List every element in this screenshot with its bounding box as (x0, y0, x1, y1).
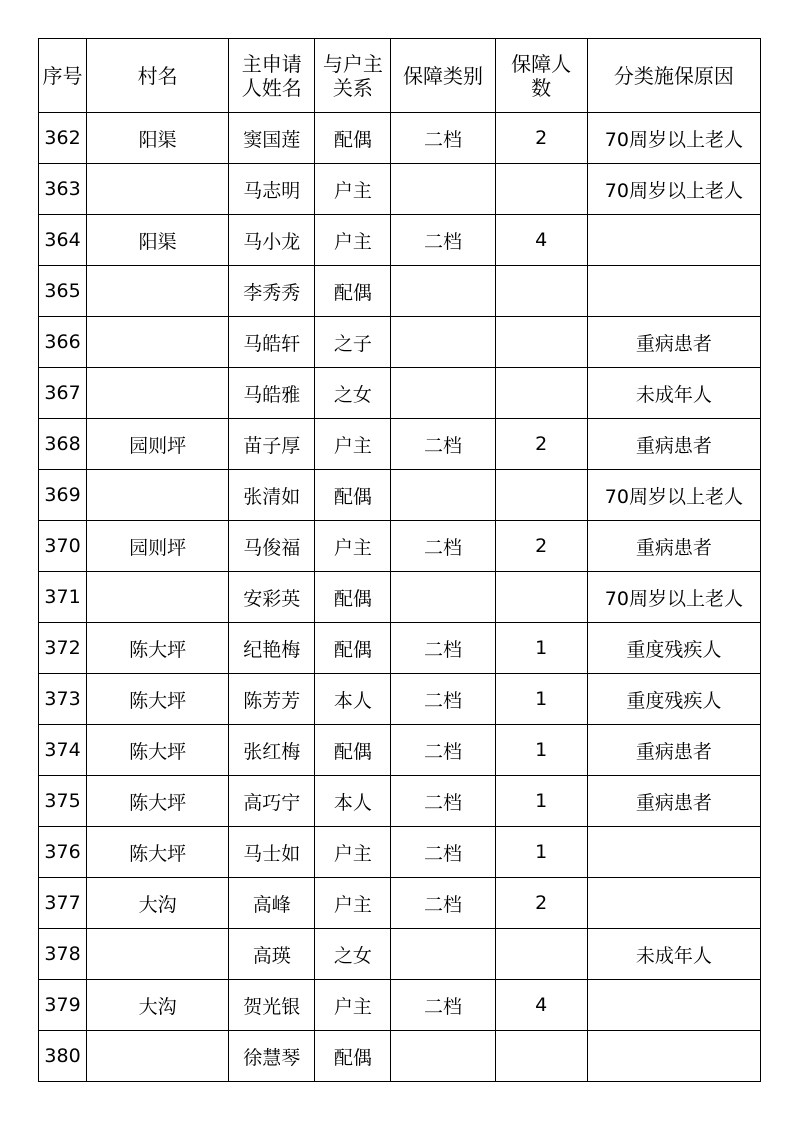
table-row (39, 1031, 761, 1082)
cell-relation: 之女 (315, 929, 391, 980)
table-row (39, 674, 761, 725)
cell-village: 园则坪 (87, 521, 229, 572)
cell-count (495, 317, 587, 368)
cell-name: 高巧宁 (229, 776, 315, 827)
cell-reason: 70周岁以上老人 (587, 113, 760, 164)
cell-relation: 配偶 (315, 725, 391, 776)
cell-type: 二档 (391, 521, 495, 572)
cell-count: 2 (495, 113, 587, 164)
cell-reason: 70周岁以上老人 (587, 572, 760, 623)
cell-village (87, 266, 229, 317)
cell-type: 二档 (391, 827, 495, 878)
cell-seq: 379 (39, 980, 87, 1031)
cell-reason (587, 1031, 760, 1082)
cell-reason: 重病患者 (587, 776, 760, 827)
table-row (39, 419, 761, 470)
cell-type: 二档 (391, 776, 495, 827)
cell-reason: 重病患者 (587, 317, 760, 368)
cell-count: 1 (495, 674, 587, 725)
cell-count: 1 (495, 776, 587, 827)
cell-seq: 369 (39, 470, 87, 521)
cell-type (391, 1031, 495, 1082)
cell-name: 张红梅 (229, 725, 315, 776)
cell-village (87, 470, 229, 521)
cell-seq: 371 (39, 572, 87, 623)
cell-count (495, 929, 587, 980)
cell-name: 马小龙 (229, 215, 315, 266)
cell-reason: 未成年人 (587, 368, 760, 419)
cell-count: 1 (495, 725, 587, 776)
cell-type: 二档 (391, 113, 495, 164)
cell-reason (587, 878, 760, 929)
cell-village: 阳渠 (87, 215, 229, 266)
cell-reason (587, 980, 760, 1031)
cell-name: 苗子厚 (229, 419, 315, 470)
cell-type: 二档 (391, 215, 495, 266)
cell-seq: 373 (39, 674, 87, 725)
cell-count: 1 (495, 623, 587, 674)
cell-seq: 372 (39, 623, 87, 674)
cell-seq: 380 (39, 1031, 87, 1082)
cell-type: 二档 (391, 980, 495, 1031)
cell-seq: 374 (39, 725, 87, 776)
table-row (39, 164, 761, 215)
cell-village (87, 572, 229, 623)
cell-type (391, 317, 495, 368)
cell-count (495, 572, 587, 623)
cell-seq: 362 (39, 113, 87, 164)
cell-seq: 375 (39, 776, 87, 827)
cell-seq: 367 (39, 368, 87, 419)
cell-count (495, 266, 587, 317)
cell-reason: 70周岁以上老人 (587, 470, 760, 521)
cell-relation: 之子 (315, 317, 391, 368)
table-row (39, 776, 761, 827)
cell-count: 1 (495, 827, 587, 878)
cell-reason: 70周岁以上老人 (587, 164, 760, 215)
cell-name: 陈芳芳 (229, 674, 315, 725)
cell-name: 徐慧琴 (229, 1031, 315, 1082)
cell-seq: 366 (39, 317, 87, 368)
cell-village: 陈大坪 (87, 623, 229, 674)
cell-type (391, 266, 495, 317)
cell-name: 安彩英 (229, 572, 315, 623)
header-type: 保障类别 (391, 39, 495, 113)
cell-relation: 户主 (315, 521, 391, 572)
cell-relation: 户主 (315, 164, 391, 215)
cell-village: 陈大坪 (87, 776, 229, 827)
cell-count: 4 (495, 215, 587, 266)
cell-relation: 本人 (315, 674, 391, 725)
cell-name: 高峰 (229, 878, 315, 929)
cell-reason (587, 266, 760, 317)
cell-relation: 户主 (315, 419, 391, 470)
cell-village (87, 1031, 229, 1082)
table-row (39, 266, 761, 317)
cell-relation: 户主 (315, 827, 391, 878)
cell-seq: 370 (39, 521, 87, 572)
cell-village: 园则坪 (87, 419, 229, 470)
table-row (39, 725, 761, 776)
table-row (39, 521, 761, 572)
cell-reason: 重度残疾人 (587, 623, 760, 674)
cell-type (391, 470, 495, 521)
cell-relation: 配偶 (315, 572, 391, 623)
cell-name: 纪艳梅 (229, 623, 315, 674)
table-row (39, 317, 761, 368)
cell-type: 二档 (391, 623, 495, 674)
header-row (39, 39, 761, 113)
cell-relation: 之女 (315, 368, 391, 419)
cell-name: 马士如 (229, 827, 315, 878)
table-row (39, 929, 761, 980)
cell-reason (587, 827, 760, 878)
cell-village: 大沟 (87, 980, 229, 1031)
cell-reason: 重度残疾人 (587, 674, 760, 725)
header-applicant-name: 主申请 人姓名 (229, 39, 315, 113)
cell-type: 二档 (391, 419, 495, 470)
cell-type: 二档 (391, 725, 495, 776)
table-row (39, 470, 761, 521)
cell-relation: 配偶 (315, 470, 391, 521)
cell-village (87, 368, 229, 419)
assistance-table (38, 38, 761, 1082)
header-relation: 与户主 关系 (315, 39, 391, 113)
cell-type (391, 368, 495, 419)
cell-count: 2 (495, 521, 587, 572)
cell-village (87, 317, 229, 368)
cell-relation: 户主 (315, 980, 391, 1031)
table-row (39, 623, 761, 674)
cell-name: 马志明 (229, 164, 315, 215)
cell-seq: 376 (39, 827, 87, 878)
cell-village: 陈大坪 (87, 725, 229, 776)
cell-relation: 户主 (315, 878, 391, 929)
header-count: 保障人 数 (495, 39, 587, 113)
table-row (39, 827, 761, 878)
cell-count (495, 1031, 587, 1082)
header-seq: 序号 (39, 39, 87, 113)
cell-name: 马皓雅 (229, 368, 315, 419)
cell-name: 马皓轩 (229, 317, 315, 368)
cell-seq: 378 (39, 929, 87, 980)
cell-relation: 配偶 (315, 266, 391, 317)
cell-seq: 363 (39, 164, 87, 215)
cell-type (391, 164, 495, 215)
cell-count (495, 470, 587, 521)
cell-reason: 重病患者 (587, 725, 760, 776)
cell-reason: 重病患者 (587, 521, 760, 572)
table-row (39, 572, 761, 623)
cell-reason: 重病患者 (587, 419, 760, 470)
cell-count: 2 (495, 419, 587, 470)
header-village: 村名 (87, 39, 229, 113)
table-row (39, 878, 761, 929)
cell-seq: 365 (39, 266, 87, 317)
cell-village (87, 929, 229, 980)
cell-count (495, 368, 587, 419)
cell-count: 4 (495, 980, 587, 1031)
cell-type: 二档 (391, 674, 495, 725)
header-reason: 分类施保原因 (587, 39, 760, 113)
cell-name: 马俊福 (229, 521, 315, 572)
cell-village: 阳渠 (87, 113, 229, 164)
table-row (39, 980, 761, 1031)
cell-reason (587, 215, 760, 266)
cell-name: 贺光银 (229, 980, 315, 1031)
table-row (39, 368, 761, 419)
cell-village: 大沟 (87, 878, 229, 929)
cell-name: 李秀秀 (229, 266, 315, 317)
cell-seq: 368 (39, 419, 87, 470)
cell-count (495, 164, 587, 215)
cell-count: 2 (495, 878, 587, 929)
table-row (39, 215, 761, 266)
cell-village (87, 164, 229, 215)
cell-relation: 本人 (315, 776, 391, 827)
cell-relation: 户主 (315, 215, 391, 266)
cell-reason: 未成年人 (587, 929, 760, 980)
table-row (39, 113, 761, 164)
cell-type (391, 572, 495, 623)
cell-type: 二档 (391, 878, 495, 929)
cell-type (391, 929, 495, 980)
cell-seq: 377 (39, 878, 87, 929)
cell-relation: 配偶 (315, 623, 391, 674)
cell-name: 高瑛 (229, 929, 315, 980)
cell-name: 张清如 (229, 470, 315, 521)
cell-village: 陈大坪 (87, 827, 229, 878)
cell-relation: 配偶 (315, 1031, 391, 1082)
cell-relation: 配偶 (315, 113, 391, 164)
cell-name: 窦国莲 (229, 113, 315, 164)
cell-seq: 364 (39, 215, 87, 266)
cell-village: 陈大坪 (87, 674, 229, 725)
